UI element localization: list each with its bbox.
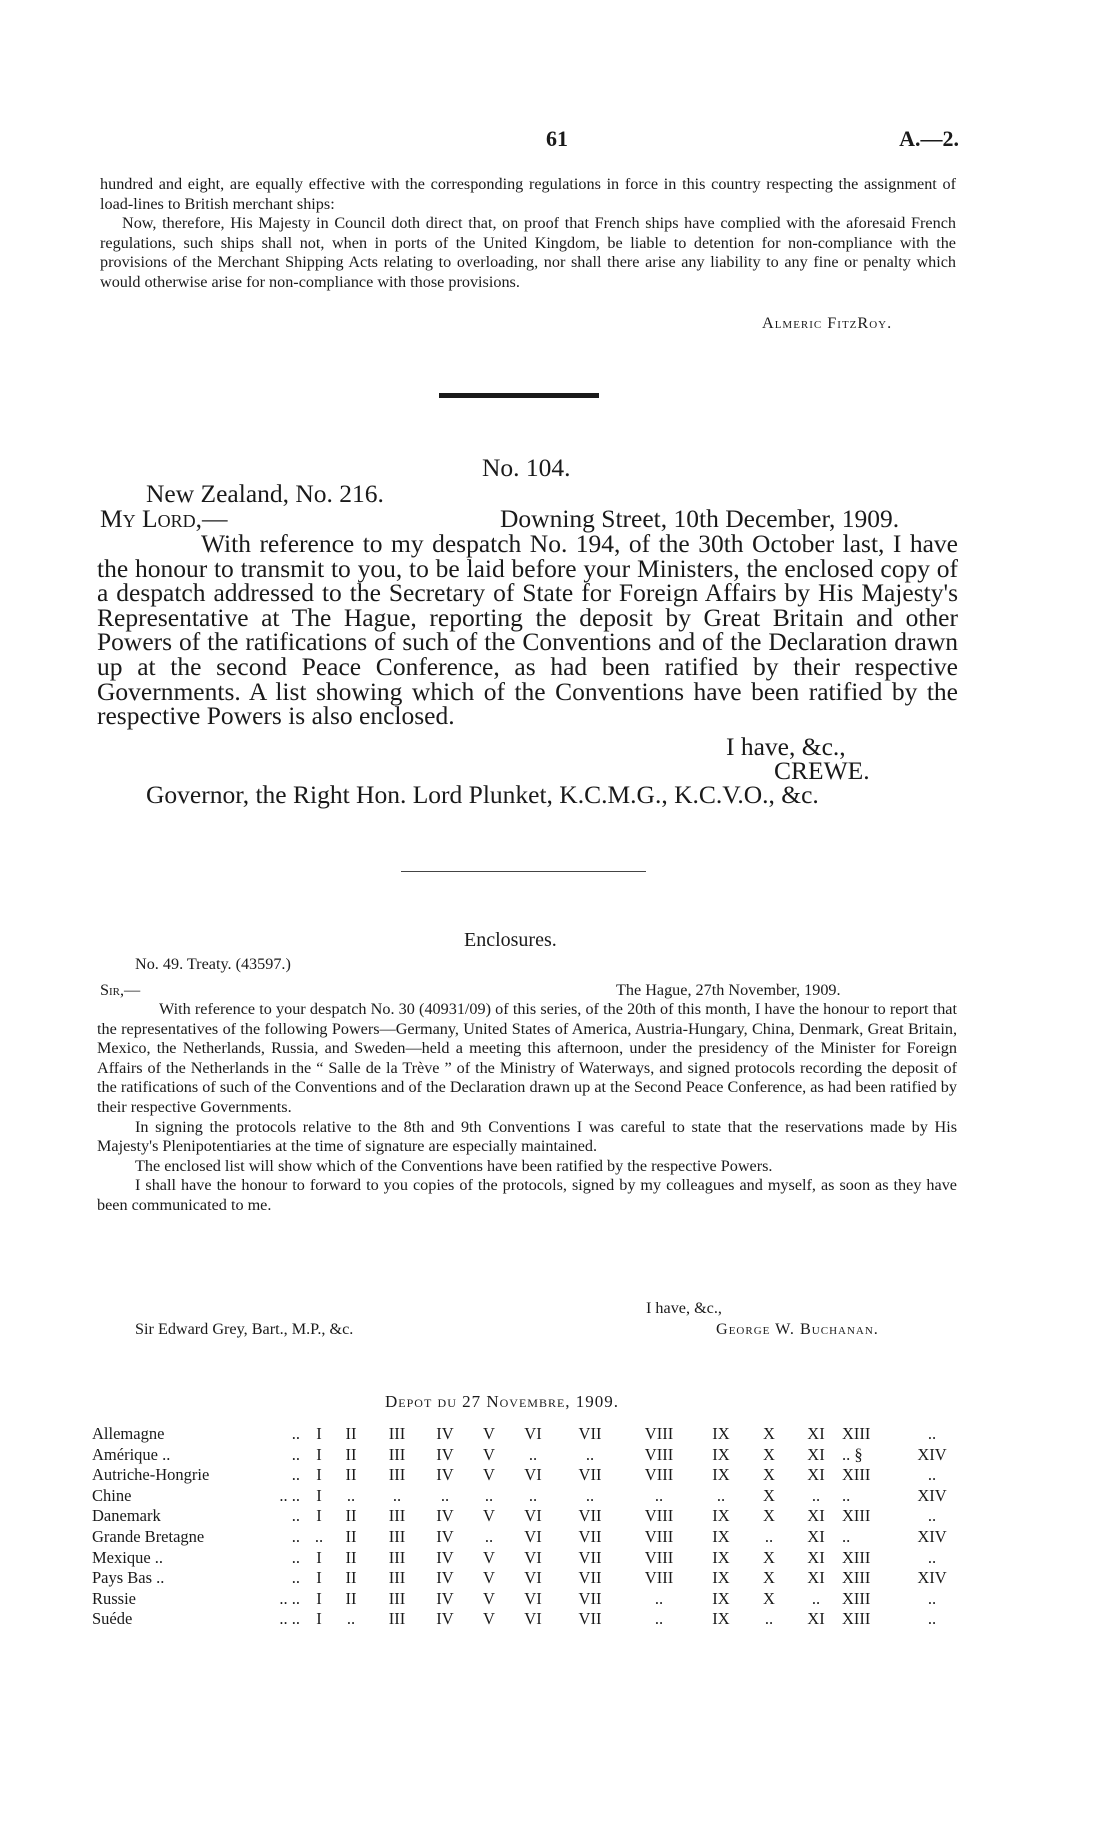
convention-cell: VIII xyxy=(644,1526,674,1546)
convention-cell: X xyxy=(763,1547,775,1567)
convention-cell: X xyxy=(763,1485,775,1505)
leader-dots: .. xyxy=(291,1506,300,1526)
country-name: Chine xyxy=(92,1485,132,1505)
convention-cell: XIII xyxy=(842,1588,871,1608)
table-row xyxy=(92,1506,958,1527)
country-name: Amérique .. xyxy=(92,1444,171,1464)
convention-cell: X xyxy=(763,1506,775,1526)
convention-cell: IX xyxy=(712,1465,730,1485)
table-row xyxy=(92,1609,958,1630)
convention-cell: IX xyxy=(712,1506,730,1526)
despatch-addressee: Governor, the Right Hon. Lord Plunket, K.C.M.G., K.C.V.O., &c. xyxy=(146,780,819,809)
convention-cell: .. xyxy=(842,1526,851,1546)
leader-dots: .. xyxy=(291,1547,300,1567)
enclosure-salutation: Sir,— xyxy=(100,981,141,999)
convention-cell: .. xyxy=(764,1526,774,1546)
country-name: Suéde xyxy=(92,1609,133,1629)
convention-cell: VIII xyxy=(644,1424,674,1443)
convention-cell: III xyxy=(388,1588,406,1608)
convention-cell: IV xyxy=(436,1547,454,1567)
convention-cell: .. xyxy=(440,1485,450,1505)
convention-cell: VI xyxy=(524,1568,542,1588)
convention-cell: V xyxy=(483,1506,495,1526)
depot-title: Depot du 27 Novembre, 1909. xyxy=(385,1392,620,1411)
convention-cell: XIII xyxy=(842,1568,871,1588)
convention-cell: .. xyxy=(811,1588,821,1608)
convention-cell: III xyxy=(388,1547,406,1567)
convention-cell: I xyxy=(316,1485,322,1505)
convention-cell: IV xyxy=(436,1444,454,1464)
convention-cell: I xyxy=(316,1424,322,1443)
convention-cell: XIII xyxy=(842,1506,871,1526)
convention-cell: II xyxy=(345,1424,357,1443)
convention-cell: XIV xyxy=(917,1485,947,1505)
country-name: Russie xyxy=(92,1588,137,1608)
convention-cell: XI xyxy=(807,1547,825,1567)
convention-cell: .. xyxy=(654,1609,664,1629)
convention-cell: V xyxy=(483,1588,495,1608)
leader-dots: .. xyxy=(291,1465,300,1485)
leader-dots: .. xyxy=(291,1444,300,1464)
convention-cell: .. § xyxy=(842,1444,863,1464)
convention-cell: III xyxy=(388,1465,406,1485)
convention-cell: .. xyxy=(927,1506,937,1526)
convention-cell: VI xyxy=(524,1526,542,1546)
order-paragraph: Now, therefore, His Majesty in Council doth direct that, on proof that French ships have complied with the aforesaid French regulations, such ships shall not, when in ports of the United Kingdom, be liable to detention for non-compliance with the provisions of the Merchant Shipping Acts relating to overloading, nor shall there arise any liability to any fine or penalty which would otherwise arise for non-compliance with those provisions. xyxy=(100,214,956,291)
table-row xyxy=(92,1548,958,1569)
convention-cell: VIII xyxy=(644,1547,674,1567)
convention-cell: II xyxy=(345,1547,357,1567)
convention-cell: XIV xyxy=(917,1568,947,1588)
convention-cell: IV xyxy=(436,1568,454,1588)
convention-cell: IX xyxy=(712,1424,730,1443)
convention-cell: III xyxy=(388,1568,406,1588)
convention-cell: XIII xyxy=(842,1465,871,1485)
convention-cell: .. xyxy=(842,1485,851,1505)
enclosure-paragraph: In signing the protocols relative to the 8th and 9th Conventions I was careful to state that the reservations made by His Majesty's Plenipotentiaries at the time of signature are especially maintained. xyxy=(97,1117,957,1156)
leader-dots: .. .. xyxy=(279,1609,300,1629)
enclosures-heading: Enclosures. xyxy=(464,929,557,951)
convention-cell: .. xyxy=(927,1465,937,1485)
convention-cell: .. xyxy=(654,1485,664,1505)
convention-cell: V xyxy=(483,1444,495,1464)
leader-dots: .. .. xyxy=(279,1485,300,1505)
convention-cell: X xyxy=(763,1424,775,1443)
convention-cell: IX xyxy=(712,1444,730,1464)
convention-cell: XI xyxy=(807,1526,825,1546)
convention-cell: VI xyxy=(524,1424,542,1443)
convention-cell: III xyxy=(388,1506,406,1526)
convention-cell: VII xyxy=(578,1547,602,1567)
convention-cell: VII xyxy=(578,1568,602,1588)
enclosure-paragraph: The enclosed list will show which of the Conventions have been ratified by the respective Powers. xyxy=(135,1156,773,1175)
despatch-paragraph: With reference to my despatch No. 194, of the 30th October last, I have the honour to transmit to you, to be laid before your Ministers, the enclosed copy of a despatch addressed to the Secretary of State for Foreign Affairs by His Majesty's Representative at The Hague, reporting the deposit by Great Britain and other Powers of the ratifications of such of the Conventions and of the Declaration drawn up at the second Peace Conference, as had been ratified by their respective Governments. A list showing which of the Conventions have been ratified by the respective Powers is also enclosed. xyxy=(97,529,958,731)
enclosure-addressee: Sir Edward Grey, Bart., M.P., &c. xyxy=(135,1320,354,1338)
convention-cell: IV xyxy=(436,1526,454,1546)
convention-cell: .. xyxy=(484,1526,494,1546)
convention-cell: X xyxy=(763,1444,775,1464)
table-row xyxy=(92,1445,958,1466)
enclosure-signature: George W. Buchanan. xyxy=(716,1320,879,1338)
convention-cell: XI xyxy=(807,1424,825,1443)
convention-cell: II xyxy=(345,1526,357,1546)
convention-cell: XIV xyxy=(917,1526,947,1546)
country-name: Pays Bas .. xyxy=(92,1568,165,1588)
convention-cell: II xyxy=(345,1444,357,1464)
leader-dots: .. xyxy=(291,1568,300,1588)
country-name: Danemark xyxy=(92,1506,161,1526)
convention-cell: XI xyxy=(807,1609,825,1629)
page-header xyxy=(0,126,1114,154)
convention-cell: .. xyxy=(811,1485,821,1505)
convention-cell: I xyxy=(316,1588,322,1608)
convention-cell: I xyxy=(316,1465,322,1485)
convention-cell: XI xyxy=(807,1444,825,1464)
despatch-signature: CREWE. xyxy=(774,756,870,785)
convention-cell: IV xyxy=(436,1588,454,1608)
country-name: Grande Bretagne xyxy=(92,1526,205,1546)
despatch-salutation: My Lord,— xyxy=(100,504,228,533)
convention-cell: VI xyxy=(524,1588,542,1608)
convention-cell: VII xyxy=(578,1609,602,1629)
convention-cell: VI xyxy=(524,1465,542,1485)
convention-cell: VI xyxy=(524,1547,542,1567)
enclosure-paragraph: I shall have the honour to forward to you copies of the protocols, signed by my colleagues and myself, as soon as they have been communicated to me. xyxy=(97,1176,957,1214)
convention-cell: .. xyxy=(716,1485,726,1505)
table-row xyxy=(92,1527,958,1548)
table-row xyxy=(92,1568,958,1589)
enclosure-body xyxy=(97,1000,957,1216)
convention-cell: VIII xyxy=(644,1465,674,1485)
convention-cell: VIII xyxy=(644,1568,674,1588)
convention-cell: VIII xyxy=(644,1506,674,1526)
country-name: Autriche-Hongrie xyxy=(92,1465,210,1485)
convention-cell: .. xyxy=(927,1424,937,1443)
order-text xyxy=(100,175,956,293)
leader-dots: .. xyxy=(291,1526,300,1546)
convention-cell: XI xyxy=(807,1568,825,1588)
convention-cell: I xyxy=(316,1568,322,1588)
convention-cell: I xyxy=(316,1547,322,1567)
convention-cell: .. xyxy=(346,1609,356,1629)
convention-cell: III xyxy=(388,1444,406,1464)
convention-cell: VIII xyxy=(644,1444,674,1464)
convention-cell: .. xyxy=(927,1547,937,1567)
convention-cell: XIV xyxy=(917,1444,947,1464)
convention-cell: IX xyxy=(712,1547,730,1567)
convention-cell: I xyxy=(316,1506,322,1526)
convention-cell: II xyxy=(345,1568,357,1588)
despatch-body xyxy=(97,529,958,731)
convention-cell: .. xyxy=(927,1588,937,1608)
convention-cell: VII xyxy=(578,1465,602,1485)
convention-cell: V xyxy=(483,1547,495,1567)
convention-cell: VI xyxy=(524,1506,542,1526)
convention-cell: I xyxy=(316,1444,322,1464)
country-name: Mexique .. xyxy=(92,1547,164,1567)
convention-cell: VII xyxy=(578,1424,602,1443)
convention-cell: V xyxy=(483,1609,495,1629)
convention-cell: IX xyxy=(712,1526,730,1546)
order-paragraph: hundred and eight, are equally effective with the corresponding regulations in force in this country respecting the assignment of load-lines to British merchant ships: xyxy=(100,175,956,213)
convention-cell: II xyxy=(345,1588,357,1608)
convention-cell: IV xyxy=(436,1424,454,1443)
page-number: 61 xyxy=(546,126,568,151)
convention-cell: .. xyxy=(484,1485,494,1505)
despatch-reference: New Zealand, No. 216. xyxy=(146,479,384,508)
convention-cell: III xyxy=(388,1609,406,1629)
convention-cell: .. xyxy=(585,1485,595,1505)
table-row xyxy=(92,1589,958,1610)
convention-cell: I xyxy=(316,1609,322,1629)
table-row xyxy=(92,1465,958,1486)
convention-cell: VII xyxy=(578,1588,602,1608)
enclosure-place-date: The Hague, 27th November, 1909. xyxy=(616,981,841,999)
convention-cell: .. xyxy=(528,1444,538,1464)
convention-cell: III xyxy=(388,1526,406,1546)
section-divider xyxy=(401,871,646,872)
convention-cell: .. xyxy=(585,1444,595,1464)
convention-cell: III xyxy=(388,1424,406,1443)
table-row xyxy=(92,1424,958,1445)
convention-cell: XIII xyxy=(842,1547,871,1567)
enclosure-closing: I have, &c., xyxy=(646,1299,722,1317)
enclosure-paragraph: With reference to your despatch No. 30 (40931/09) of this series, of the 20th of this month, I have the honour to report that the representatives of the following Powers—Germany, United States of America, Austria-Hungary, China, Denmark, Great Britain, Mexico, the Netherlands, Russia, and Sweden—held a meeting this afternoon, under the presidency of the Minister for Foreign Affairs of the Netherlands in the “ Salle de la Trève ” of the Ministry of Waterways, and signed protocols recording the deposit of the ratifications of such of the Conventions and of the Declaration drawn up at the Second Peace Conference, as had been ratified by their respective Governments. xyxy=(97,1000,957,1116)
convention-cell: .. xyxy=(346,1485,356,1505)
convention-cell: X xyxy=(763,1465,775,1485)
convention-cell: X xyxy=(763,1588,775,1608)
despatch-place-date: Downing Street, 10th December, 1909. xyxy=(500,504,900,533)
convention-cell: .. xyxy=(392,1485,402,1505)
convention-cell: IX xyxy=(712,1568,730,1588)
convention-cell: IX xyxy=(712,1588,730,1608)
convention-cell: VII xyxy=(578,1526,602,1546)
ratification-table xyxy=(92,1424,958,1630)
convention-cell: VII xyxy=(578,1506,602,1526)
enclosure-reference: No. 49. Treaty. (43597.) xyxy=(135,955,291,973)
convention-cell: IX xyxy=(712,1609,730,1629)
convention-cell: .. xyxy=(927,1609,937,1629)
section-divider xyxy=(439,393,599,398)
country-name: Allemagne xyxy=(92,1424,165,1443)
convention-cell: VI xyxy=(524,1609,542,1629)
convention-cell: IV xyxy=(436,1506,454,1526)
convention-cell: .. xyxy=(314,1526,324,1546)
convention-cell: V xyxy=(483,1465,495,1485)
leader-dots: .. xyxy=(291,1424,300,1443)
convention-cell: IV xyxy=(436,1465,454,1485)
convention-cell: IV xyxy=(436,1609,454,1629)
despatch-closing: I have, &c., xyxy=(726,732,846,761)
convention-cell: XIII xyxy=(842,1424,871,1443)
convention-cell: .. xyxy=(528,1485,538,1505)
convention-cell: V xyxy=(483,1568,495,1588)
convention-cell: XIII xyxy=(842,1609,871,1629)
despatch-number: No. 104. xyxy=(482,453,571,482)
convention-cell: XI xyxy=(807,1465,825,1485)
table-row xyxy=(92,1486,958,1507)
leader-dots: .. .. xyxy=(279,1588,300,1608)
order-signature: Almeric FitzRoy. xyxy=(762,314,893,332)
convention-cell: V xyxy=(483,1424,495,1443)
convention-cell: .. xyxy=(764,1609,774,1629)
convention-cell: II xyxy=(345,1506,357,1526)
convention-cell: II xyxy=(345,1465,357,1485)
convention-cell: X xyxy=(763,1568,775,1588)
convention-cell: .. xyxy=(654,1588,664,1608)
series-number: A.—2. xyxy=(899,126,959,151)
convention-cell: XI xyxy=(807,1506,825,1526)
